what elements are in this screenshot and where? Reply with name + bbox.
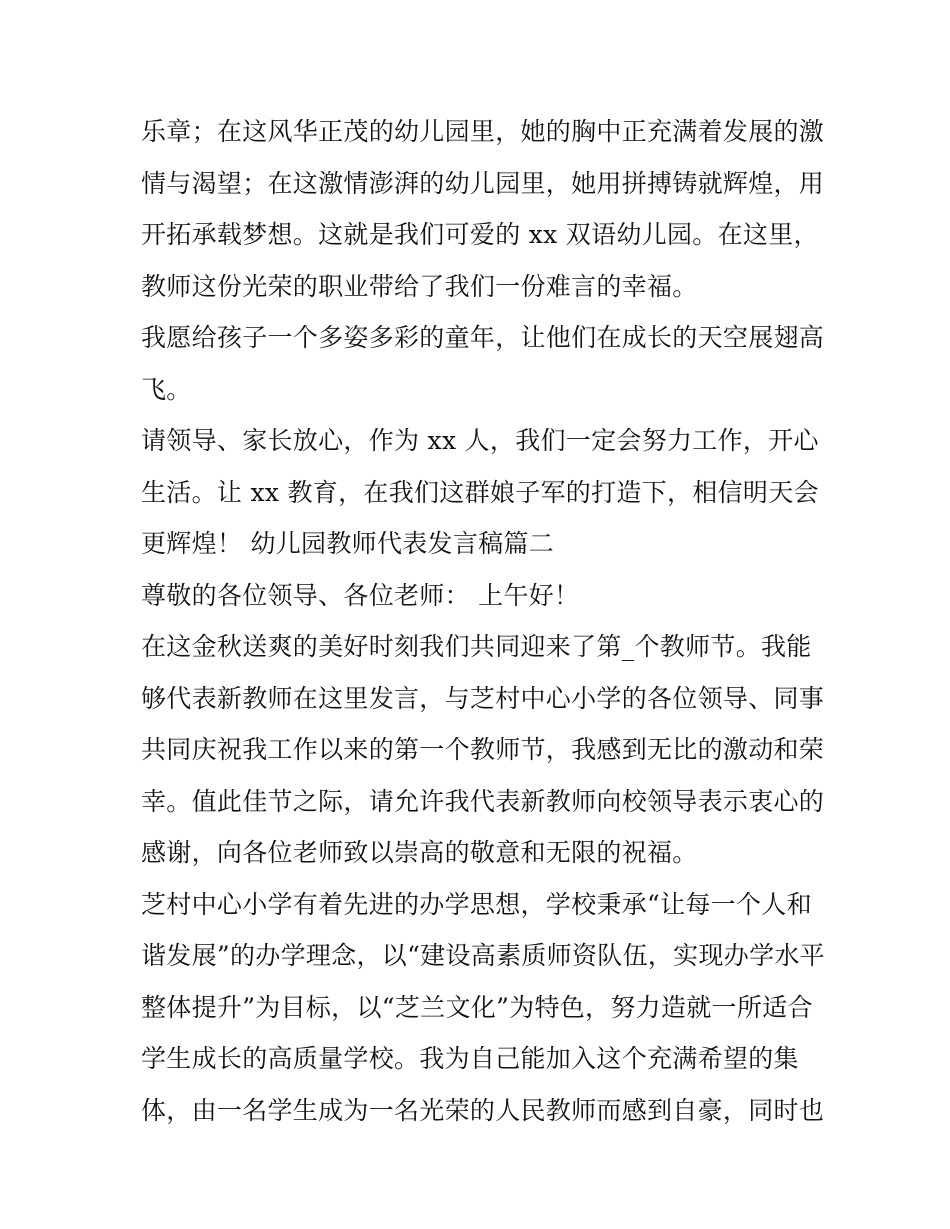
text-line: 情与渴望；在这激情澎湃的幼儿园里，她用拼搏铸就辉煌，用: [141, 168, 825, 198]
text-line: 飞。: [141, 374, 192, 404]
text-line: 开拓承载梦想。这就是我们可爱的 xx 双语幼儿园。在这里，: [141, 220, 819, 249]
text-line: 谐发展”的办学理念，以“建设高素质师资队伍，实现办学水平: [141, 941, 825, 970]
text-line: 我愿给孩子一个多姿多彩的童年，让他们在成长的天空展翅高: [141, 323, 825, 352]
text-line: 请领导、家长放心，作为 xx 人，我们一定会努力工作，开心: [141, 426, 819, 455]
text-line: 尊敬的各位领导、各位老师： 上午好！: [141, 580, 580, 610]
text-line: 生活。让 xx 教育，在我们这群娘子军的打造下，相信明天会: [141, 477, 819, 507]
text-line: 在这金秋送爽的美好时刻我们共同迎来了第_个教师节。我能: [141, 632, 812, 661]
text-line: 幸。值此佳节之际，请允许我代表新教师向校领导表示衷心的: [141, 786, 825, 816]
text-line: 乐章；在这风华正茂的幼儿园里，她的胸中正充满着发展的激: [141, 117, 825, 146]
text-line: 更辉煌！ 幼儿园教师代表发言稿篇二: [141, 529, 555, 558]
text-line: 感谢，向各位老师致以崇高的敬意和无限的祝福。: [141, 838, 698, 867]
text-line: 学生成长的高质量学校。我为自己能加入这个充满希望的集: [141, 1044, 799, 1073]
text-line: 教师这份光荣的职业带给了我们一份难言的幸福。: [141, 271, 698, 301]
text-line: 整体提升”为目标，以“芝兰文化”为特色，努力造就一所适合: [141, 992, 813, 1022]
text-line: 芝村中心小学有着先进的办学思想，学校秉承“让每一个人和: [141, 889, 812, 919]
text-line: 共同庆祝我工作以来的第一个教师节，我感到无比的激动和荣: [141, 735, 825, 764]
body-text: [141, 106, 825, 1136]
text-line: 体，由一名学生成为一名光荣的人民教师而感到自豪，同时也: [141, 1095, 825, 1125]
text-line: 够代表新教师在这里发言，与芝村中心小学的各位领导、同事: [141, 683, 825, 713]
